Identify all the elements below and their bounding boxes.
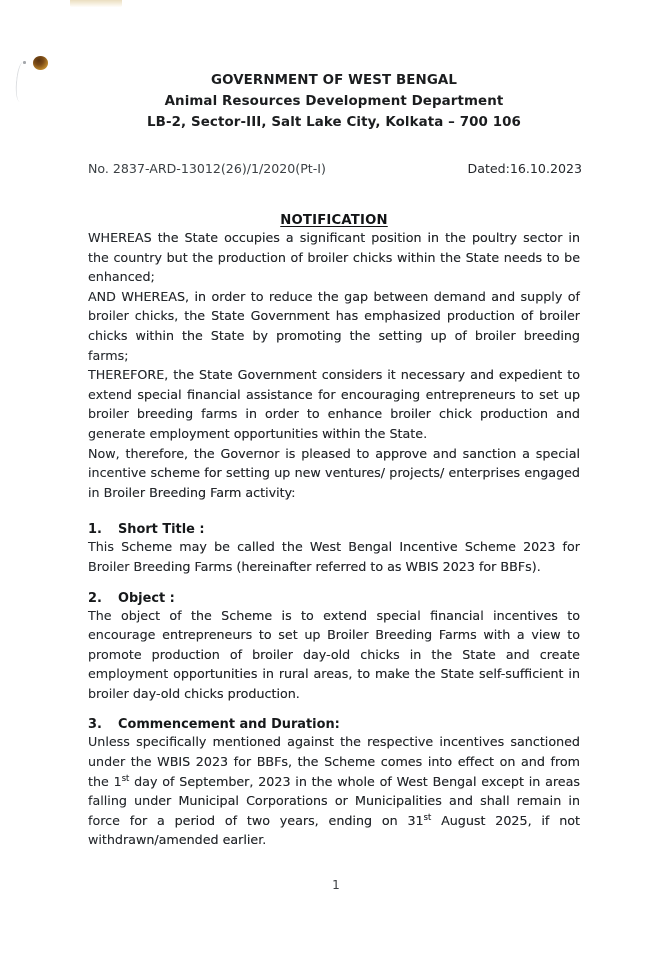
section-heading-2 — [88, 591, 580, 606]
section-body-1: This Scheme may be called the West Bengal Incentive Scheme 2023 for Broiler Breeding Farms (hereinafter referred to as WBIS 2023 for BBFs). — [88, 537, 580, 576]
section-title-2: Object : — [118, 590, 175, 606]
section-title-1: Short Title : — [118, 522, 205, 538]
preamble-paragraph-1: WHEREAS the State occupies a significant position in the poultry sector in the country but the production of broiler chicks within the State needs to be enhanced; — [88, 228, 580, 287]
office-address: LB-2, Sector-III, Salt Lake City, Kolkata – 700 106 — [147, 115, 521, 130]
notification-title-wrapper — [88, 209, 580, 228]
document-body — [88, 0, 580, 850]
preamble-paragraph-3: THEREFORE, the State Government considers it necessary and expedient to extend special financial assistance for encouraging entrepreneurs to set up broiler breeding farms in order to enhance broiler chick production and generate employment opportunities within the State. — [88, 365, 580, 443]
document-date: Dated:16.10.2023 — [467, 161, 582, 176]
ink-blot-artifact — [33, 56, 48, 70]
section-number-1: 1. — [88, 522, 102, 538]
ordinal-suffix-first: st — [121, 772, 130, 783]
section-heading-1 — [88, 522, 580, 537]
ordinal-suffix-thirtyfirst: st — [423, 811, 432, 822]
section-heading-3 — [88, 717, 580, 732]
pen-dot-artifact — [23, 61, 26, 64]
section-body-3-part3: August 2025, if not withdrawn/amended earlier. — [88, 812, 580, 848]
section-title-3: Commencement and Duration: — [118, 717, 340, 733]
preamble-paragraph-2: AND WHEREAS, in order to reduce the gap between demand and supply of broiler chicks, the State Government has emphasized production of broiler chicks within the State by promoting the setting up of broiler breeding farms; — [88, 287, 580, 365]
pen-stroke-artifact — [14, 61, 30, 102]
section-number-3: 3. — [88, 717, 102, 733]
department-name: Animal Resources Development Department — [164, 94, 504, 109]
section-body-3-part1: Unless specifically mentioned against the respective incentives sanctioned under the WBIS 2023 for BBFs, the Scheme comes into effect on and from the 1 — [88, 734, 580, 789]
section-body-3 — [88, 732, 580, 850]
section-number-2: 2. — [88, 590, 102, 606]
reference-line — [88, 161, 580, 176]
section-body-2: The object of the Scheme is to extend special financial incentives to encourage entrepreneurs to set up Broiler Breeding Farms with a view to promote production of broiler day-old chicks in the State and create employment opportunities in rural areas, to make the State self-sufficient in broiler day-old chicks production. — [88, 606, 580, 704]
government-name: GOVERNMENT OF WEST BENGAL — [210, 73, 457, 88]
preamble-paragraph-4: Now, therefore, the Governor is pleased to approve and sanction a special incentive scheme for setting up new ventures/ projects/ enterprises engaged in Broiler Breeding Farm activity: — [88, 444, 580, 503]
page-title: NOTIFICATION — [280, 213, 388, 228]
letterhead — [88, 0, 580, 133]
page-number: 1 — [332, 878, 340, 892]
reference-number: No. 2837-ARD-13012(26)/1/2020(Pt-I) — [88, 161, 326, 176]
section-body-3-part2: day of September, 2023 in the whole of West Bengal except in areas falling under Municipal Corporations or Municipalities and shall remain in force for a period of two years, ending on 31 — [88, 773, 580, 828]
